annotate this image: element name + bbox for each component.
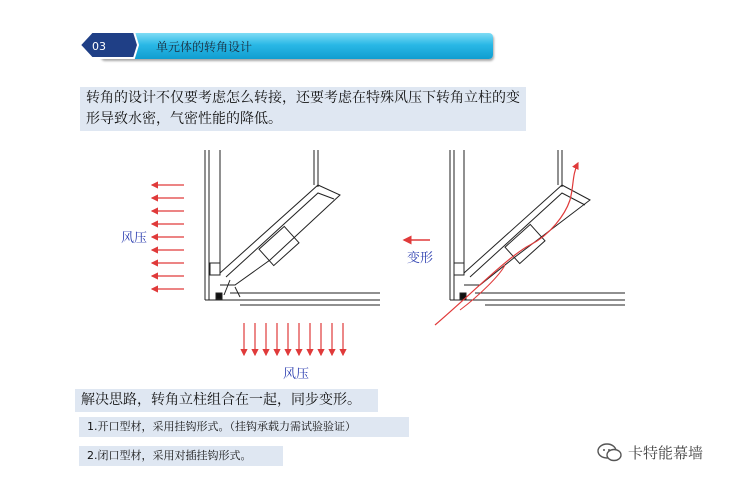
deformation-label: 变形: [407, 251, 434, 266]
section-number-badge: [78, 30, 140, 60]
wind-pressure-label-bottom: 风压: [283, 367, 310, 382]
intro-text: 转角的设计不仅要考虑怎么转接，还要考虑在特殊风压下转角立柱的变形导致水密，气密性能的降低。: [80, 87, 526, 131]
corner-diagram-deformation: [400, 145, 625, 335]
watermark-text: 卡特能幕墙: [628, 444, 704, 462]
solution-item-2: 2.闭口型材，采用对插挂钩形式。: [79, 446, 283, 466]
corner-profile-right: [450, 150, 625, 305]
section-number: 03: [92, 40, 106, 53]
wind-pressure-label-left: 风压: [121, 231, 148, 246]
solution-item-1: 1.开口型材，采用挂钩形式。（挂钩承载力需试验验证）: [79, 417, 409, 437]
corner-profile-left: [205, 150, 380, 305]
wind-arrows-bottom: [244, 323, 343, 355]
section-title: 单元体的转角设计: [156, 40, 253, 54]
wind-arrows-left: [152, 185, 184, 289]
solution-title: 解决思路，转角立柱组合在一起，同步变形。: [75, 389, 378, 412]
corner-diagram-wind-pressure: [140, 145, 380, 370]
wechat-icon: [597, 442, 623, 462]
leakage-path-lower: [460, 265, 505, 310]
